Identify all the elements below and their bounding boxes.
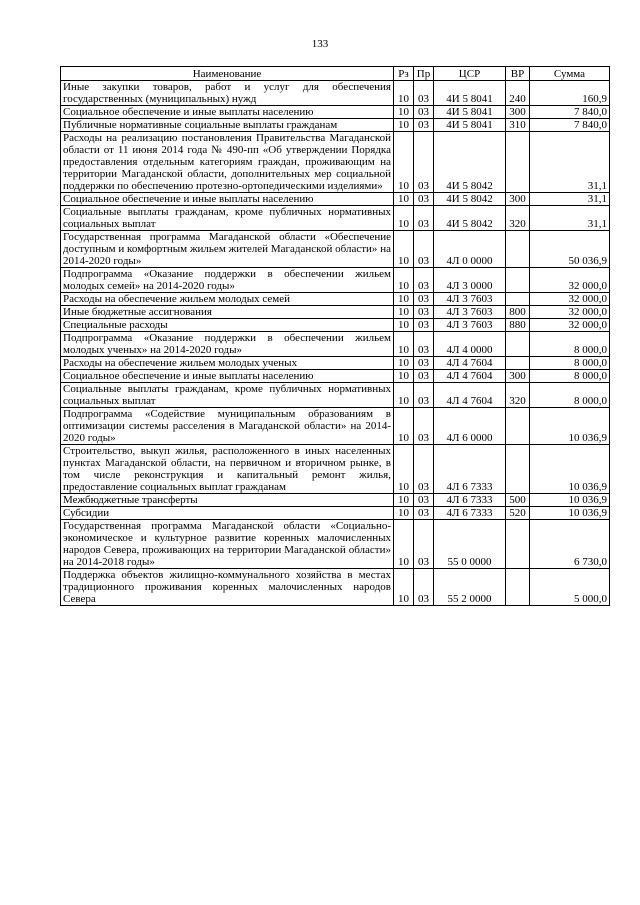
cell-name: Социальные выплаты гражданам, кроме публичных нормативных социальных выплат: [61, 206, 394, 231]
cell-name: Государственная программа Магаданской области «Обеспечение доступным и комфортным жильем жителей Магаданской области» на 2014-2020 годы»: [61, 231, 394, 268]
cell-sum: 6 730,0: [530, 520, 610, 569]
cell-pr: 03: [414, 520, 434, 569]
cell-rz: 10: [394, 306, 414, 319]
cell-csr: 4Л 0 0000: [434, 231, 506, 268]
table-row: [61, 81, 610, 106]
table-row: [61, 119, 610, 132]
cell-csr: 4Л 6 0000: [434, 408, 506, 445]
cell-pr: 03: [414, 332, 434, 357]
cell-sum: 50 036,9: [530, 231, 610, 268]
header-pr: Пр: [414, 67, 434, 81]
cell-csr: 55 2 0000: [434, 569, 506, 606]
cell-rz: 10: [394, 507, 414, 520]
header-rz: Рз: [394, 67, 414, 81]
cell-sum: 31,1: [530, 132, 610, 193]
cell-rz: 10: [394, 408, 414, 445]
cell-csr: 4Л 3 7603: [434, 319, 506, 332]
cell-pr: 03: [414, 383, 434, 408]
cell-pr: 03: [414, 293, 434, 306]
cell-pr: 03: [414, 357, 434, 370]
cell-sum: 8 000,0: [530, 383, 610, 408]
cell-pr: 03: [414, 81, 434, 106]
cell-vr: [506, 268, 530, 293]
cell-vr: [506, 520, 530, 569]
cell-name: Субсидии: [61, 507, 394, 520]
cell-vr: 240: [506, 81, 530, 106]
cell-vr: [506, 231, 530, 268]
cell-pr: 03: [414, 569, 434, 606]
cell-pr: 03: [414, 370, 434, 383]
cell-name: Поддержка объектов жилищно-коммунального хозяйства в местах традиционного проживания коренных малочисленных народов Севера: [61, 569, 394, 606]
cell-csr: 4Л 3 7603: [434, 293, 506, 306]
cell-vr: [506, 357, 530, 370]
cell-pr: 03: [414, 408, 434, 445]
cell-sum: 31,1: [530, 206, 610, 231]
cell-csr: 4Л 3 0000: [434, 268, 506, 293]
cell-pr: 03: [414, 445, 434, 494]
cell-sum: 7 840,0: [530, 106, 610, 119]
table-row: [61, 268, 610, 293]
cell-rz: 10: [394, 357, 414, 370]
cell-sum: 160,9: [530, 81, 610, 106]
table-header-row: [61, 67, 610, 81]
cell-vr: [506, 445, 530, 494]
cell-vr: 310: [506, 119, 530, 132]
cell-name: Публичные нормативные социальные выплаты гражданам: [61, 119, 394, 132]
cell-vr: 300: [506, 106, 530, 119]
cell-name: Расходы на обеспечение жильем молодых семей: [61, 293, 394, 306]
cell-pr: 03: [414, 268, 434, 293]
cell-name: Иные закупки товаров, работ и услуг для обеспечения государственных (муниципальных) нужд: [61, 81, 394, 106]
cell-csr: 4И 5 8042: [434, 193, 506, 206]
cell-name: Расходы на обеспечение жильем молодых ученых: [61, 357, 394, 370]
cell-sum: 31,1: [530, 193, 610, 206]
cell-name: Подпрограмма «Оказание поддержки в обеспечении жильем молодых семей» на 2014-2020 годы»: [61, 268, 394, 293]
cell-sum: 10 036,9: [530, 507, 610, 520]
table-row: [61, 319, 610, 332]
cell-vr: [506, 569, 530, 606]
cell-vr: [506, 332, 530, 357]
cell-rz: 10: [394, 445, 414, 494]
cell-sum: 8 000,0: [530, 357, 610, 370]
cell-sum: 10 036,9: [530, 408, 610, 445]
cell-csr: 4Л 4 0000: [434, 332, 506, 357]
table-row: [61, 507, 610, 520]
cell-rz: 10: [394, 569, 414, 606]
cell-sum: 8 000,0: [530, 370, 610, 383]
table-body: [61, 81, 610, 606]
cell-vr: [506, 408, 530, 445]
cell-name: Социальное обеспечение и иные выплаты населению: [61, 193, 394, 206]
cell-csr: 4И 5 8042: [434, 132, 506, 193]
cell-rz: 10: [394, 370, 414, 383]
cell-rz: 10: [394, 520, 414, 569]
cell-sum: 5 000,0: [530, 569, 610, 606]
cell-vr: [506, 293, 530, 306]
table-row: [61, 106, 610, 119]
cell-rz: 10: [394, 293, 414, 306]
table-row: [61, 494, 610, 507]
cell-pr: 03: [414, 319, 434, 332]
cell-vr: 880: [506, 319, 530, 332]
cell-sum: 10 036,9: [530, 494, 610, 507]
cell-pr: 03: [414, 193, 434, 206]
cell-rz: 10: [394, 268, 414, 293]
cell-name: Иные бюджетные ассигнования: [61, 306, 394, 319]
cell-csr: 4И 5 8041: [434, 119, 506, 132]
cell-name: Специальные расходы: [61, 319, 394, 332]
cell-pr: 03: [414, 231, 434, 268]
cell-csr: 4Л 6 7333: [434, 507, 506, 520]
cell-name: Расходы на реализацию постановления Правительства Магаданской области от 11 июня 2014 года № 490-пп «Об утверждении Порядка предоставления отдельным категориям граждан, проживающим на территории Магаданской области, дополнительных мер социальной поддержки по обеспечению протезно-ортопедическими изделиями»: [61, 132, 394, 193]
cell-pr: 03: [414, 119, 434, 132]
cell-name: Социальное обеспечение и иные выплаты населению: [61, 106, 394, 119]
cell-pr: 03: [414, 507, 434, 520]
cell-rz: 10: [394, 494, 414, 507]
cell-vr: 300: [506, 370, 530, 383]
page-number: 133: [311, 38, 329, 50]
cell-rz: 10: [394, 81, 414, 106]
table-row: [61, 206, 610, 231]
table-row: [61, 293, 610, 306]
cell-vr: 520: [506, 507, 530, 520]
cell-pr: 03: [414, 306, 434, 319]
budget-table: [60, 66, 610, 606]
cell-csr: 4Л 6 7333: [434, 445, 506, 494]
cell-name: Социальные выплаты гражданам, кроме публичных нормативных социальных выплат: [61, 383, 394, 408]
cell-rz: 10: [394, 206, 414, 231]
table-row: [61, 569, 610, 606]
cell-rz: 10: [394, 193, 414, 206]
table-row: [61, 231, 610, 268]
cell-pr: 03: [414, 132, 434, 193]
table-row: [61, 520, 610, 569]
cell-vr: 300: [506, 193, 530, 206]
cell-pr: 03: [414, 106, 434, 119]
cell-name: Подпрограмма «Содействие муниципальным образованиям в оптимизации системы расселения в Магаданской области» на 2014-2020 годы»: [61, 408, 394, 445]
cell-pr: 03: [414, 206, 434, 231]
cell-rz: 10: [394, 319, 414, 332]
cell-rz: 10: [394, 231, 414, 268]
cell-name: Социальное обеспечение и иные выплаты населению: [61, 370, 394, 383]
cell-vr: 320: [506, 206, 530, 231]
cell-name: Строительство, выкуп жилья, расположенного в иных населенных пунктах Магаданской области, на первичном и вторичном рынке, в том числе реконструкция и капитальный ремонт жилья, предоставление социальных выплат гражданам: [61, 445, 394, 494]
table-row: [61, 408, 610, 445]
cell-csr: 4И 5 8041: [434, 81, 506, 106]
cell-vr: 320: [506, 383, 530, 408]
cell-vr: 800: [506, 306, 530, 319]
cell-sum: 32 000,0: [530, 319, 610, 332]
header-vr: ВР: [506, 67, 530, 81]
cell-csr: 4Л 6 7333: [434, 494, 506, 507]
header-csr: ЦСР: [434, 67, 506, 81]
table-row: [61, 445, 610, 494]
cell-csr: 4Л 4 7604: [434, 357, 506, 370]
cell-csr: 4И 5 8041: [434, 106, 506, 119]
table-row: [61, 383, 610, 408]
table-row: [61, 370, 610, 383]
cell-sum: 32 000,0: [530, 293, 610, 306]
cell-rz: 10: [394, 132, 414, 193]
cell-rz: 10: [394, 332, 414, 357]
table-row: [61, 306, 610, 319]
cell-csr: 4Л 4 7604: [434, 383, 506, 408]
header-name: Наименование: [61, 67, 394, 81]
cell-name: Подпрограмма «Оказание поддержки в обеспечении жильем молодых ученых» на 2014-2020 годы»: [61, 332, 394, 357]
table-row: [61, 132, 610, 193]
cell-sum: 32 000,0: [530, 268, 610, 293]
table-row: [61, 332, 610, 357]
table-row: [61, 357, 610, 370]
cell-sum: 8 000,0: [530, 332, 610, 357]
header-sum: Сумма: [530, 67, 610, 81]
table-row: [61, 193, 610, 206]
cell-vr: [506, 132, 530, 193]
cell-sum: 10 036,9: [530, 445, 610, 494]
cell-name: Государственная программа Магаданской области «Социально-экономическое и культурное развитие коренных малочисленных народов Севера, проживающих на территории Магаданской области» на 2014-2018 годы»: [61, 520, 394, 569]
cell-rz: 10: [394, 119, 414, 132]
cell-rz: 10: [394, 106, 414, 119]
cell-pr: 03: [414, 494, 434, 507]
cell-sum: 7 840,0: [530, 119, 610, 132]
cell-csr: 4И 5 8042: [434, 206, 506, 231]
cell-csr: 4Л 3 7603: [434, 306, 506, 319]
cell-sum: 32 000,0: [530, 306, 610, 319]
cell-csr: 55 0 0000: [434, 520, 506, 569]
cell-name: Межбюджетные трансферты: [61, 494, 394, 507]
cell-vr: 500: [506, 494, 530, 507]
cell-rz: 10: [394, 383, 414, 408]
cell-csr: 4Л 4 7604: [434, 370, 506, 383]
